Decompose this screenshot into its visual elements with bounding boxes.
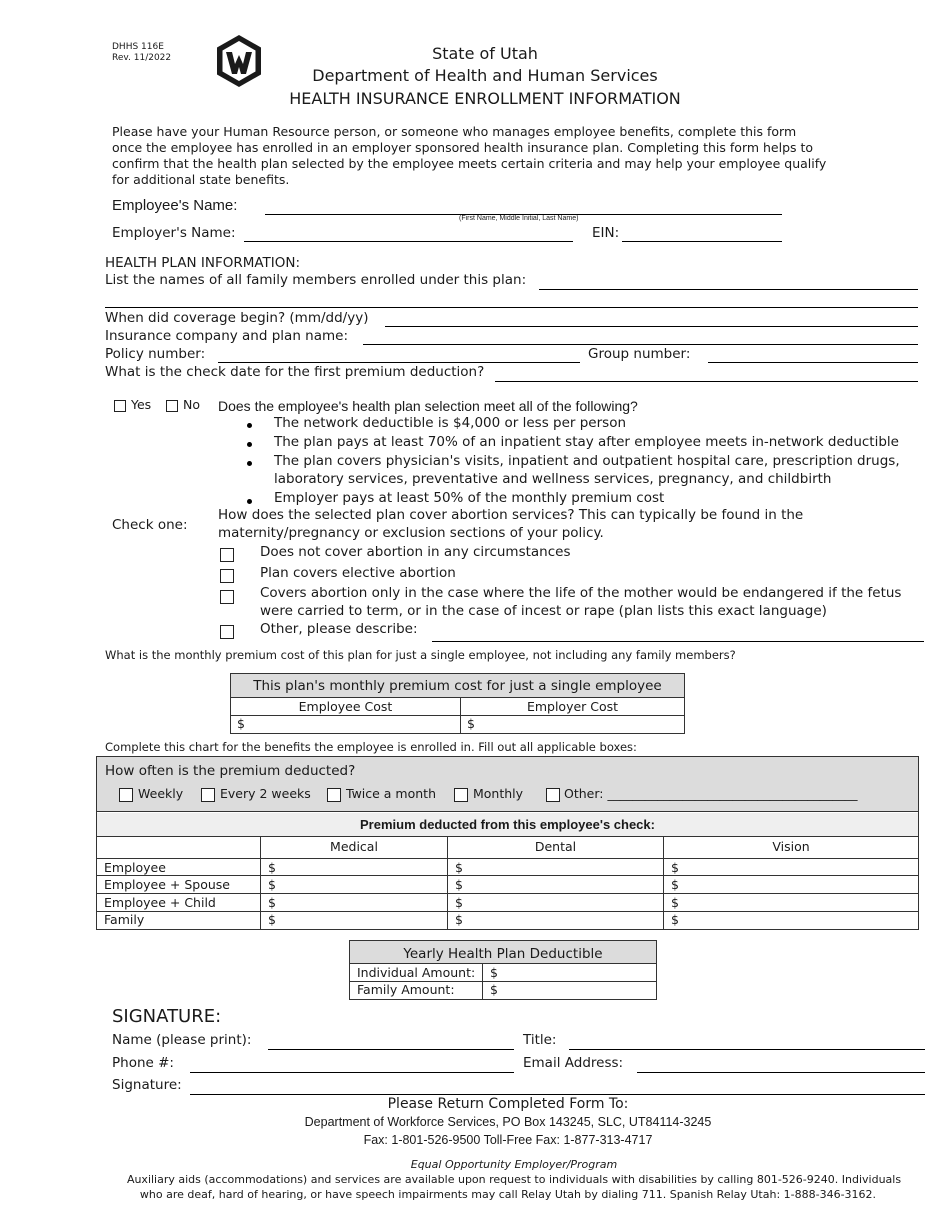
abortion-option-2-label: Plan covers elective abortion	[260, 565, 456, 581]
abortion-option-1-label: Does not cover abortion in any circumstances	[260, 544, 571, 560]
family-medical-field[interactable]: $	[268, 912, 276, 927]
employee-name-label: Employee's Name:	[112, 197, 238, 214]
state-title: State of Utah	[432, 44, 538, 63]
family-amount-label: Family Amount:	[357, 982, 455, 997]
employer-cost-field[interactable]: $	[467, 716, 475, 731]
row-employee-spouse-label: Employee + Spouse	[104, 877, 230, 892]
group-number-label: Group number:	[588, 346, 691, 362]
abortion-question-2: maternity/pregnancy or exclusion sections of your policy.	[218, 525, 604, 541]
abortion-option-3-cont: were carried to term, or in the case of incest or rape (plan lists this exact language)	[260, 603, 827, 619]
frequency-monthly-label: Monthly	[473, 786, 524, 801]
return-heading: Please Return Completed Form To:	[387, 1096, 629, 1112]
family-members-field-1[interactable]	[539, 289, 918, 290]
criteria-bullet-3: The plan covers physician's visits, inpatient and outpatient hospital care, prescription drugs,	[274, 453, 900, 469]
employee-vision-field[interactable]: $	[671, 860, 679, 875]
form-id: DHHS 116E	[112, 42, 164, 52]
premium-single-table-title: This plan's monthly premium cost for just a single employee	[231, 674, 684, 698]
criteria-question: Does the employee's health plan selection meet all of the following?	[218, 398, 638, 414]
group-number-field[interactable]	[708, 362, 918, 363]
coverage-begin-field[interactable]	[385, 326, 918, 327]
frequency-other-checkbox[interactable]	[546, 788, 560, 802]
phone-field[interactable]	[190, 1072, 514, 1073]
employee-medical-field[interactable]: $	[268, 860, 276, 875]
spouse-vision-field[interactable]: $	[671, 877, 679, 892]
check-date-label: What is the check date for the first premium deduction?	[105, 364, 485, 380]
row-divider	[97, 893, 918, 894]
child-vision-field[interactable]: $	[671, 895, 679, 910]
policy-number-field[interactable]	[218, 362, 580, 363]
criteria-bullet-1: The network deductible is $4,000 or less per person	[274, 415, 627, 431]
family-members-label: List the names of all family members enrolled under this plan:	[105, 272, 527, 288]
abortion-option-3-label: Covers abortion only in the case where the life of the mother would be endangered if the fetus	[260, 585, 902, 601]
benefits-instruction: Complete this chart for the benefits the employee is enrolled in. Fill out all applicable boxes:	[105, 740, 637, 754]
individual-amount-label: Individual Amount:	[357, 965, 476, 980]
form-title: HEALTH INSURANCE ENROLLMENT INFORMATION	[289, 89, 681, 108]
aux-aids-line-2: who are deaf, hard of hearing, or have speech impairments may call Relay Utah by dialing 711. Spanish Relay Utah: 1-888-346-3162.	[139, 1188, 877, 1201]
spouse-medical-field[interactable]: $	[268, 877, 276, 892]
email-label: Email Address:	[523, 1055, 624, 1071]
child-medical-field[interactable]: $	[268, 895, 276, 910]
insurance-company-field[interactable]	[363, 344, 918, 345]
row-divider	[97, 911, 918, 912]
intro-line-2: once the employee has enrolled in an employer sponsored health insurance plan. Completing this form helps to	[112, 140, 814, 155]
premium-single-question: What is the monthly premium cost of this plan for just a single employee, not including any family members?	[105, 648, 736, 662]
criteria-no-checkbox[interactable]	[166, 400, 178, 412]
insurance-company-label: Insurance company and plan name:	[105, 328, 348, 344]
coverage-begin-label: When did coverage begin? (mm/dd/yy)	[105, 310, 369, 326]
frequency-weekly-checkbox[interactable]	[119, 788, 133, 802]
abortion-option-1-checkbox[interactable]	[220, 548, 234, 562]
employer-name-field[interactable]	[244, 241, 573, 242]
deductible-table-title: Yearly Health Plan Deductible	[350, 941, 656, 964]
bullet-icon	[247, 461, 252, 466]
intro-line-4: for additional state benefits.	[112, 172, 290, 187]
employee-cost-header: Employee Cost	[231, 698, 461, 716]
email-field[interactable]	[637, 1072, 925, 1073]
frequency-every-2-weeks-label: Every 2 weeks	[220, 786, 311, 801]
abortion-option-4-label: Other, please describe:	[260, 621, 418, 637]
frequency-weekly-label: Weekly	[138, 786, 184, 801]
employee-dental-field[interactable]: $	[455, 860, 463, 875]
form-revision: Rev. 11/2022	[112, 53, 172, 63]
individual-amount-field[interactable]: $	[490, 965, 498, 980]
child-dental-field[interactable]: $	[455, 895, 463, 910]
check-date-field[interactable]	[495, 381, 918, 382]
title-label: Title:	[523, 1032, 557, 1048]
family-amount-field[interactable]: $	[490, 982, 498, 997]
criteria-bullet-2: The plan pays at least 70% of an inpatient stay after employee meets in-network deductible	[274, 434, 899, 450]
intro-line-3: confirm that the health plan selected by the employee meets certain criteria and may help your employee qualify	[112, 156, 827, 171]
signature-field[interactable]	[190, 1094, 925, 1095]
employer-name-label: Employer's Name:	[112, 225, 236, 241]
health-plan-heading: HEALTH PLAN INFORMATION:	[105, 255, 301, 271]
col-vision-header: Vision	[772, 839, 810, 854]
criteria-no-label: No	[183, 397, 200, 412]
row-employee-label: Employee	[104, 860, 166, 875]
row-employee-child-label: Employee + Child	[104, 895, 216, 910]
frequency-other-label[interactable]: Other: ________________________________________	[564, 786, 858, 801]
family-vision-field[interactable]: $	[671, 912, 679, 927]
abortion-option-2-checkbox[interactable]	[220, 569, 234, 583]
return-address: Department of Workforce Services, PO Box 143245, SLC, UT84114-3245	[304, 1115, 712, 1129]
criteria-yes-checkbox[interactable]	[114, 400, 126, 412]
bullet-icon	[247, 499, 252, 504]
frequency-monthly-checkbox[interactable]	[454, 788, 468, 802]
intro-line-1: Please have your Human Resource person, or someone who manages employee benefits, complete this form	[112, 124, 797, 139]
spouse-dental-field[interactable]: $	[455, 877, 463, 892]
family-members-field-2[interactable]	[105, 307, 918, 308]
row-divider	[97, 875, 918, 876]
policy-number-label: Policy number:	[105, 346, 206, 362]
employee-name-hint: (First Name, Middle Initial, Last Name)	[459, 215, 579, 222]
signature-label: Signature:	[112, 1077, 182, 1093]
frequency-twice-month-checkbox[interactable]	[327, 788, 341, 802]
check-one-label: Check one:	[112, 517, 188, 533]
phone-label: Phone #:	[112, 1055, 174, 1071]
department-title: Department of Health and Human Services	[312, 66, 658, 85]
criteria-bullet-3-cont: laboratory services, preventative and wellness services, pregnancy, and childbirth	[274, 471, 832, 487]
col-dental-header: Dental	[534, 839, 577, 854]
eeo-statement: Equal Opportunity Employer/Program	[410, 1158, 618, 1171]
title-field[interactable]	[569, 1049, 925, 1050]
frequency-twice-month-label: Twice a month	[346, 786, 437, 801]
family-dental-field[interactable]: $	[455, 912, 463, 927]
return-fax: Fax: 1-801-526-9500 Toll-Free Fax: 1-877-313-4717	[363, 1133, 653, 1147]
ein-field[interactable]	[622, 241, 782, 242]
row-divider	[97, 858, 918, 859]
aux-aids-line-1: Auxiliary aids (accommodations) and services are available upon request to individuals with disabilities by calling 801-526-9240. Individuals	[126, 1173, 902, 1186]
bullet-icon	[247, 442, 252, 447]
signature-heading: SIGNATURE:	[112, 1006, 222, 1027]
row-family-label: Family	[104, 912, 145, 927]
abortion-option-4-checkbox[interactable]	[220, 625, 234, 639]
benefits-table-title: Premium deducted from this employee's check:	[97, 813, 918, 837]
abortion-question-1: How does the selected plan cover abortion services? This can typically be found in the	[218, 507, 804, 523]
ein-label: EIN:	[592, 225, 620, 241]
col-medical-header: Medical	[330, 839, 378, 854]
criteria-bullet-4: Employer pays at least 50% of the monthly premium cost	[274, 490, 665, 506]
column-divider	[482, 964, 483, 999]
employer-cost-header: Employer Cost	[461, 698, 684, 716]
abortion-other-field[interactable]	[432, 641, 924, 642]
bullet-icon	[247, 423, 252, 428]
print-name-field[interactable]	[268, 1049, 514, 1050]
print-name-label: Name (please print):	[112, 1032, 252, 1048]
employee-cost-field[interactable]: $	[231, 716, 461, 733]
frequency-every-2-weeks-checkbox[interactable]	[201, 788, 215, 802]
abortion-option-3-checkbox[interactable]	[220, 590, 234, 604]
frequency-question: How often is the premium deducted?	[105, 763, 356, 779]
criteria-yes-label: Yes	[131, 397, 152, 412]
